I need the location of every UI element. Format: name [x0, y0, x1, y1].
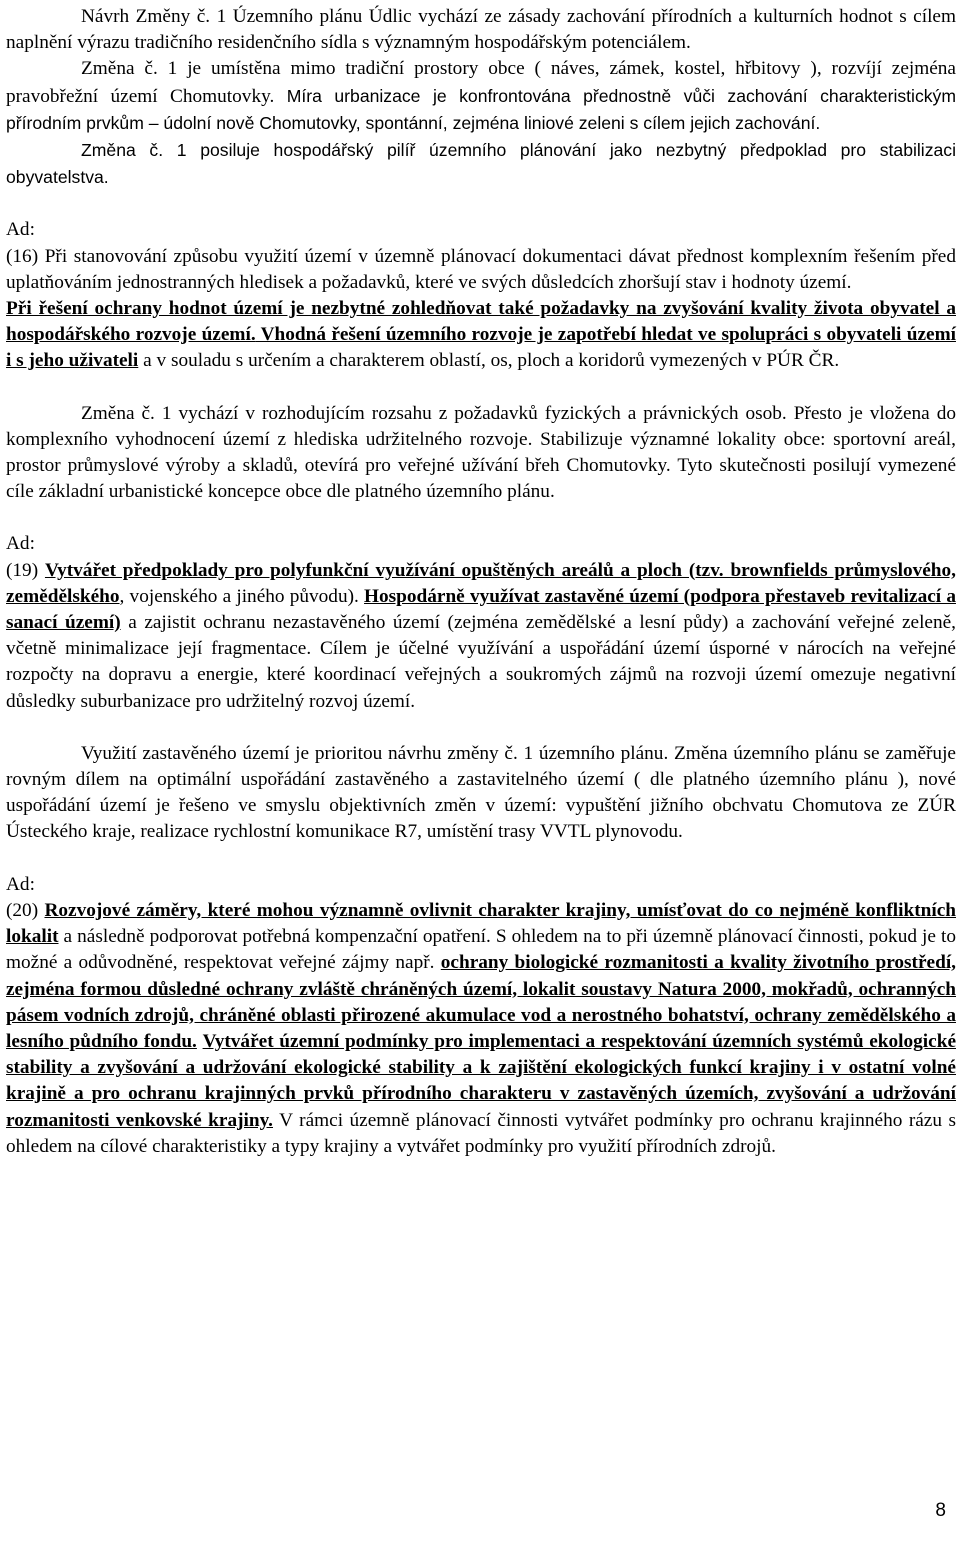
page-number: 8 — [935, 1500, 946, 1521]
paragraph-16: (16) Při stanovování způsobu využití území v územně plánovací dokumentaci dávat přednost komplexním řešením před uplatňováním jednostranných hledisek a požadavků, které ve svých důsledcích zhoršují stav i hodnoty území. — [6, 245, 956, 293]
paragraph-placement — [6, 56, 956, 137]
document-body — [6, 4, 956, 1160]
paragraph-19 — [6, 558, 956, 715]
brownfields-emphasis: Vytvářet předpoklady pro polyfunkční využívání opuštěných areálů a ploch (tzv. brownfields průmyslového, zemědělského — [6, 559, 956, 607]
ad-label: Ad: — [6, 873, 35, 895]
item-number-19: (19) — [6, 559, 45, 581]
item-number-20: (20) — [6, 899, 45, 921]
economic-text: 1 posiluje hospodářský pilíř územního plánování jako nezbytný předpoklad pro stabilizaci obyvatelstva. — [6, 140, 957, 188]
spacer — [6, 375, 956, 401]
spacer — [6, 191, 956, 217]
placement-text: Změna č. 1 je umístěna mimo tradiční prostory obce ( náves, zámek, kostel, hřbitovy ), rozvíjí zejména pravobřežní území Chomutovky. — [6, 58, 956, 107]
paragraph-intro: Návrh Změny č. 1 Územního plánu Údlic vychází ze zásady zachování přírodních a kulturních hodnot s cílem naplnění výrazu tradičního residenčního sídla s významným hospodářským potenciálem. — [6, 6, 956, 54]
spacer — [6, 715, 956, 741]
requirements-emphasis: Při řešení ochrany hodnot území je nezbytné zohledňovat také požadavky na zvyšování kvality života obyvatel a hospodářského rozvoje území. — [6, 298, 956, 346]
brownfields-tail: , vojenského a jiného původu). — [119, 585, 365, 607]
paragraph-change-basis: Změna č. 1 vychází v rozhodujícím rozsahu z požadavků fyzických a právnických osob. Přesto je vložena do komplexního vyhodnocení území z hlediska udržitelného rozvoje. Stabilizuje významné lokality obce: sportovní areál, prostor průmyslové výroby a skladů, otevírá pro veřejné užívání břeh Chomutovky. Tyto skutečnosti posilují vymezené cíle základní urbanistické koncepce obce dle platného územního plánu. — [6, 402, 956, 503]
development-plans-emphasis: Rozvojové záměry, které mohou významně ovlivnit charakter krajiny, umísťovat do co nejméně konfliktních lokalit — [6, 899, 956, 948]
cooperation-emphasis: Vhodná řešení územního rozvoje je zapotřebí hledat ve spolupráci s obyvateli území i s jeho uživateli — [6, 324, 956, 372]
paragraph-20 — [6, 898, 956, 1160]
paragraph-built-area-priority: Využití zastavěného území je prioritou návrhu změny č. 1 územního plánu. Změna územního plánu se zaměřuje rovným dílem na optimální uspořádání zastavěného a zastavitelného území ( dle platného územního plánu ), nové uspořádání území je řešeno ve smyslu objektivních změn v území: vypuštění jižního obchvatu Chomutova ze ZÚR Ústeckého kraje, realizace rychlostní komunikace R7, umístění trasy VVTL plynovodu. — [6, 742, 956, 843]
built-area-emphasis: Hospodárně využívat zastavěné území (podpora přestaveb revitalizací a sanací území) — [6, 585, 956, 634]
economic-prefix: Změna č. — [81, 140, 177, 161]
requirements-tail: a v souladu s určením a charakterem oblastí, os, ploch a koridorů vymezených v PÚR ČR. — [138, 350, 840, 372]
biodiversity-emphasis: ochrany biologické rozmanitosti a kvality životního prostředí, zejména formou důsledné ochrany zvláště chráněných území, lokalit soustavy Natura 2000, mokřadů, ochranných pásem vodních zdrojů, chráněné oblasti přirozené akumulace vod a nerostného bohatství, ochrany zemědělského a lesního půdního fondu. — [6, 952, 956, 1052]
paragraph-economic — [6, 137, 956, 191]
urbanization-text: Míra urbanizace je konfrontována přednostně vůči zachování charakteristickým přírodním prvkům – údolní nově Chomutovky, spontánní, zejména liniové zeleni s cílem jejich zachování. — [6, 85, 956, 133]
built-area-tail: a zajistit ochranu nezastavěného území (zejména zemědělské a lesní půdy) a zachování veřejné zeleně, včetně minimalizace její fragmentace. Cílem je účelné využívání a uspořádání území úsporné v nárocích na veřejné rozpočty na dopravu a energie, které koordinací veřejných a soukromých zájmů na rozvoji území omezuje negativní důsledky suburbanizace pro udržitelný rozvoj území. — [6, 612, 957, 712]
spacer — [6, 846, 956, 872]
spacer — [6, 505, 956, 531]
landscape-character-text: V rámci územně plánovací činnosti vytvářet podmínky pro ochranu krajinného rázu s ohledem na cílové charakteristiky a typy krajiny a vytvářet podmínky pro využití přírodních zdrojů. — [6, 1109, 956, 1157]
ecological-stability-emphasis: Vytvářet územní podmínky pro implementaci a respektování územních systémů ekologické stability a zvyšování a udržování ekologické stability a k zajištění ekologických funkcí krajiny i v ostatní volné krajině a pro ochranu krajinných prvků přírodního charakteru v zastavěných územích, zvyšování a udržování rozmanitosti venkovské krajiny. — [6, 1030, 956, 1131]
compensation-text: a následně podporovat potřebná kompenzační opatření. S ohledem na to při územně plánovací činnosti, pokud je to možné a odůvodněné, respektovat veřejné zájmy např. — [6, 926, 956, 974]
ad-label: Ad: — [6, 533, 35, 555]
paragraph-16-requirements — [6, 296, 956, 375]
ad-label: Ad: — [6, 219, 35, 241]
